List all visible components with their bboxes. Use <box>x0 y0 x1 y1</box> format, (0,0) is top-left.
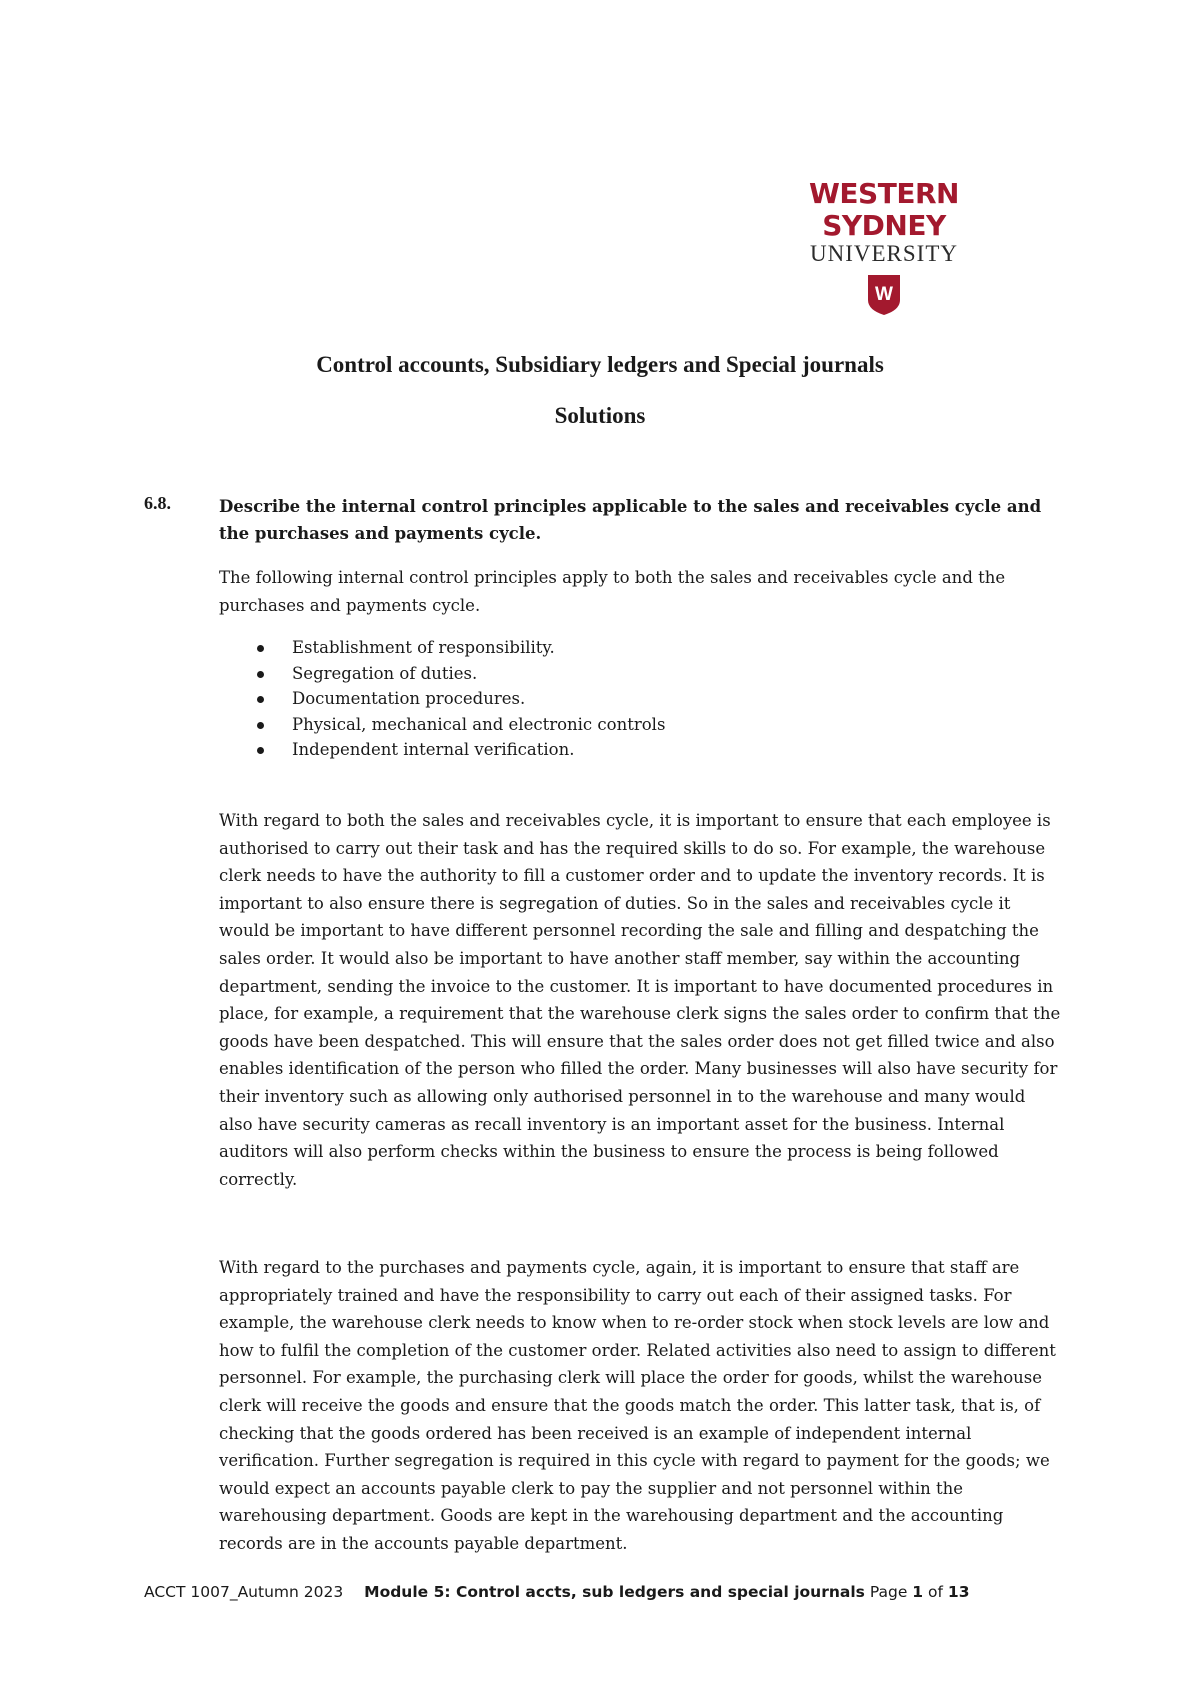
bullet-icon <box>257 722 264 729</box>
bullet-icon <box>257 747 264 754</box>
page-footer <box>144 1583 1044 1601</box>
purchases-cycle-paragraph: With regard to the purchases and payments cycle, again, it is important to ensure that staff are appropriately trained and have the responsibility to carry out each of their assigned tasks. For example, the warehouse clerk needs to know when to re-order stock when stock levels are low and how to fulfil the completion of the customer order. Related activities also need to assign to different personnel. For example, the purchasing clerk will place the order for goods, whilst the warehouse clerk will receive the goods and ensure that the goods match the order. This latter task, that is, of checking that the goods ordered has been received is an example of independent internal verification. Further segregation is required in this cycle with regard to payment for the goods; we would expect an accounts payable clerk to pay the supplier and not personnel within the warehousing department. Goods are kept in the warehousing department and the accounting records are in the accounts payable department. <box>219 1258 1056 1553</box>
intro-paragraph: The following internal control principles apply to both the sales and receivables cycle and the purchases and payments cycle. <box>219 568 1006 615</box>
footer-page-of: of <box>928 1583 943 1601</box>
bullet-icon <box>257 696 264 703</box>
list-item <box>219 686 665 712</box>
sales-cycle-paragraph: With regard to both the sales and receivables cycle, it is important to ensure that each employee is authorised to carry out their task and has the required skills to do so. For example, the warehouse clerk needs to have the authority to fill a customer order and to update the inventory records. It is important to also ensure there is segregation of duties. So in the sales and receivables cycle it would be important to have different personnel recording the sale and filling and despatching the sales order. It would also be important to have another staff member, say within the accounting department, sending the invoice to the customer. It is important to have documented procedures in place, for example, a requirement that the warehouse clerk signs the sales order to confirm that the goods have been despatched. This will ensure that the sales order does not get filled twice and also enables identification of the person who filled the order. Many businesses will also have security for their inventory such as allowing only authorised personnel in to the warehouse and many would also have security cameras as recall inventory is an important asset for the business. Internal auditors will also perform checks within the business to ensure the process is being followed correctly. <box>219 811 1061 1189</box>
list-item-text: Establishment of responsibility. <box>292 638 555 657</box>
list-item-text: Documentation procedures. <box>292 689 526 708</box>
footer-page-current: 1 <box>912 1583 924 1601</box>
document-subtitle: Solutions <box>554 403 646 428</box>
list-item-text: Segregation of duties. <box>292 663 478 683</box>
list-item-text: Independent internal verification. <box>292 740 575 759</box>
list-item <box>219 737 665 763</box>
logo-wordmark-line2: UNIVERSITY <box>810 241 958 266</box>
list-item-text: Physical, mechanical and electronic controls <box>292 714 666 734</box>
shield-emblem-icon <box>867 274 901 316</box>
university-logo <box>744 178 1024 316</box>
bullet-icon <box>257 645 264 652</box>
list-item <box>219 635 665 661</box>
footer-course: ACCT 1007_Autumn 2023 <box>144 1583 344 1601</box>
footer-module: Module 5: Control accts, sub ledgers and special journals <box>364 1583 865 1601</box>
footer-page-label: Page <box>869 1583 908 1601</box>
document-title: Control accounts, Subsidiary ledgers and Special journals <box>316 352 884 377</box>
bullet-icon <box>257 671 264 678</box>
footer-page-total: 13 <box>947 1583 970 1601</box>
shield-emblem-letter: W <box>875 284 893 305</box>
question-number: 6.8. <box>144 493 171 513</box>
question-text: Describe the internal control principles applicable to the sales and receivables cycle and the purchases and payments cycle. <box>219 497 1042 543</box>
list-item <box>219 661 665 687</box>
logo-wordmark-line1: WESTERN SYDNEY <box>809 177 959 242</box>
principles-list <box>219 635 665 763</box>
list-item <box>219 712 665 738</box>
